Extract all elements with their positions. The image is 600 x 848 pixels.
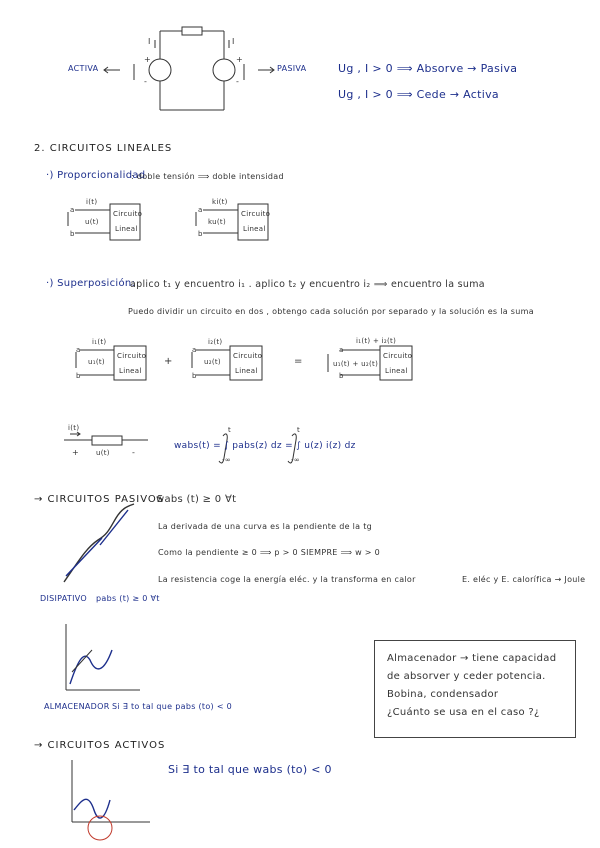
almacenador-graph bbox=[66, 624, 140, 690]
s3-box-line1: Circuito bbox=[383, 352, 413, 360]
integral-lower-1: -∞ bbox=[222, 456, 231, 464]
resistor-voltage: u(t) bbox=[96, 449, 110, 457]
note-line-3: Bobina, condensador bbox=[387, 689, 499, 700]
pasivos-line2: Como la pendiente ≥ 0 ⟹ p > 0 SIEMPRE ⟹ w > 0 bbox=[158, 548, 381, 557]
current-right: I bbox=[232, 37, 235, 46]
current-left: I bbox=[148, 37, 151, 46]
s2-node-a: a bbox=[192, 346, 197, 354]
activos-graph bbox=[72, 760, 150, 840]
s1-node-b: b bbox=[76, 372, 81, 380]
c2-current: ki(t) bbox=[212, 198, 228, 206]
energy-formula: wabs(t) = ∫ pabs(z) dz = ∫ u(z) i(z) dz bbox=[174, 441, 356, 451]
activos-condition: Si ∃ to tal que wabs (to) < 0 bbox=[168, 763, 332, 776]
activa-label: ACTIVA bbox=[68, 64, 99, 73]
equals-operator: = bbox=[294, 356, 303, 367]
sup-desc2: Puedo dividir un circuito en dos , obtengo cada solución por separado y la solución es la suma bbox=[128, 307, 534, 316]
top-circuit bbox=[104, 27, 274, 110]
s2-current: i₂(t) bbox=[208, 338, 223, 346]
heading-pasivos: → CIRCUITOS PASIVOS bbox=[34, 494, 165, 505]
c2-box-line1: Circuito bbox=[241, 210, 271, 218]
integral-upper-2: t bbox=[297, 426, 301, 434]
plus-right: + bbox=[236, 55, 244, 64]
c2-node-b: b bbox=[198, 230, 203, 238]
s1-box-line1: Circuito bbox=[117, 352, 147, 360]
resistor-plus: + bbox=[72, 448, 80, 457]
s2-voltage: u₂(t) bbox=[204, 358, 221, 366]
c1-voltage: u(t) bbox=[85, 218, 99, 226]
almacenador-condition: Si ∃ to tal que pabs (to) < 0 bbox=[112, 702, 233, 711]
pasivos-line1: La derivada de una curva es la pendiente de la tg bbox=[158, 522, 373, 531]
disipativo-label: DISIPATIVO bbox=[40, 594, 87, 603]
s2-node-b: b bbox=[192, 372, 197, 380]
note-line-4: ¿Cuánto se usa en el caso ?¿ bbox=[387, 707, 540, 718]
s2-box-line2: Lineal bbox=[235, 367, 258, 375]
prop-title: ·) Proporcionalidad bbox=[46, 170, 146, 181]
resistor-sketch bbox=[64, 432, 148, 445]
s2-box-line1: Circuito bbox=[233, 352, 263, 360]
sup-title: ·) Superposición: bbox=[46, 278, 136, 289]
almacenador-note-box bbox=[374, 640, 576, 738]
c2-voltage: ku(t) bbox=[208, 218, 226, 226]
s3-voltage: u₁(t) + u₂(t) bbox=[333, 360, 379, 368]
pasiva-label: PASIVA bbox=[277, 64, 307, 73]
minus-right: - bbox=[236, 77, 240, 86]
s3-node-b: b bbox=[339, 372, 344, 380]
integral-upper-1: t bbox=[228, 426, 232, 434]
s1-node-a: a bbox=[76, 346, 81, 354]
s1-current: i₁(t) bbox=[92, 338, 107, 346]
s1-box-line2: Lineal bbox=[119, 367, 142, 375]
disipativo-graph bbox=[64, 504, 134, 582]
note-line-1: Almacenador → tiene capacidad bbox=[387, 653, 557, 664]
pasivos-condition: wabs (t) ≥ 0 ∀t bbox=[156, 494, 237, 505]
sup-desc: aplico t₁ y encuentro i₁ . aplico t₂ y encuentro i₂ ⟹ encuentro la suma bbox=[130, 279, 485, 290]
c1-box-line1: Circuito bbox=[113, 210, 143, 218]
section-heading-lineales: 2. CIRCUITOS LINEALES bbox=[34, 143, 173, 154]
pasivos-line3: La resistencia coge la energía eléc. y la transforma en calor bbox=[158, 575, 416, 584]
heading-activos: → CIRCUITOS ACTIVOS bbox=[34, 740, 166, 751]
c2-box-line2: Lineal bbox=[243, 225, 266, 233]
s3-box-line2: Lineal bbox=[385, 367, 408, 375]
c1-node-a: a bbox=[70, 206, 75, 214]
disipativo-condition: pabs (t) ≥ 0 ∀t bbox=[96, 594, 160, 603]
plus-operator: + bbox=[164, 356, 173, 367]
power-eq-pasiva: Ug , I > 0 ⟹ Absorve → Pasiva bbox=[338, 62, 518, 75]
minus-left: - bbox=[144, 77, 148, 86]
note-line-2: de absorver y ceder potencia. bbox=[387, 671, 546, 682]
almacenador-label: ALMACENADOR bbox=[44, 702, 110, 711]
plus-left: + bbox=[144, 55, 152, 64]
c2-node-a: a bbox=[198, 206, 203, 214]
resistor-current: i(t) bbox=[68, 424, 80, 432]
prop-desc: : doble tensión ⟹ doble intensidad bbox=[131, 172, 284, 181]
c1-box-line2: Lineal bbox=[115, 225, 138, 233]
s1-voltage: u₁(t) bbox=[88, 358, 105, 366]
s3-node-a: a bbox=[339, 346, 344, 354]
pasivos-line3b: E. eléc y E. calorífica → Joule bbox=[462, 575, 586, 584]
s3-current: i₁(t) + i₂(t) bbox=[356, 337, 397, 345]
c1-current: i(t) bbox=[86, 198, 98, 206]
resistor-minus: - bbox=[132, 448, 136, 457]
power-eq-activa: Ug , I > 0 ⟹ Cede → Activa bbox=[338, 88, 499, 101]
integral-lower-2: -∞ bbox=[291, 456, 300, 464]
c1-node-b: b bbox=[70, 230, 75, 238]
